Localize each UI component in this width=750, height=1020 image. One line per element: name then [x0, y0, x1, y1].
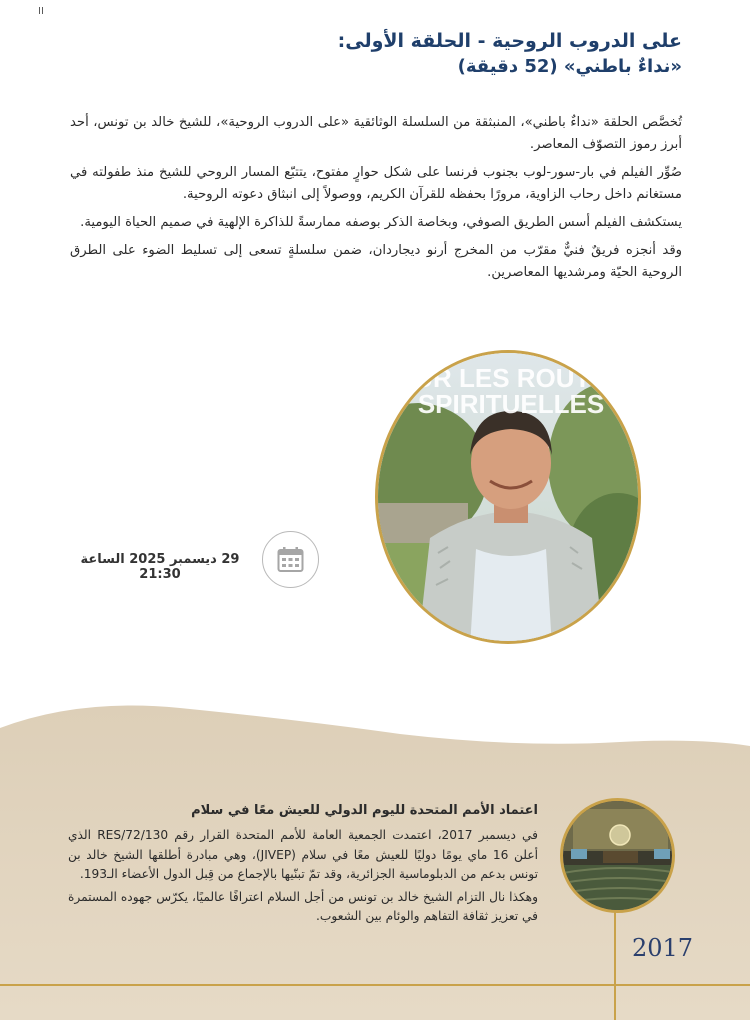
- timeline-section-title: اعتماد الأمم المتحدة لليوم الدولي للعيش معًا في سلام: [191, 803, 538, 818]
- broadcast-date-text: 29 ديسمبر 2025 الساعة 21:30: [80, 552, 240, 582]
- documentary-portrait-photo: [375, 350, 641, 644]
- timeline-vertical-line: [614, 912, 616, 1020]
- article-body: [70, 112, 682, 290]
- timeline-paragraph: في ديسمبر 2017، اعتمدت الجمعية العامة للأمم المتحدة القرار رقم RES/72/130 الذي أعلن 16 ماي يومًا دوليًا للعيش معًا في سلام (JIVEP)، وهي مبادرة أطلقها الشيخ خالد بن تونس بدعم من الدبلوماسية الجزائرية، وقد تمّ تبنّيها بالإجماع من قِبل الدول الأعضاء الـ193.: [68, 828, 539, 881]
- article-paragraph: تُخصَّص الحلقة «نداءٌ باطني»، المنبثقة من السلسلة الوثائقية «على الدروب الروحية»، للشيخ خالد بن تونس، أحد أبرز رموز التصوّف المعاصر.: [70, 115, 682, 152]
- un-assembly-photo: [560, 798, 675, 913]
- broadcast-date: [70, 530, 320, 590]
- portrait-illustration: [378, 353, 641, 644]
- calendar-icon: [262, 531, 319, 588]
- timeline-section-body: [68, 826, 538, 930]
- article-paragraph: وقد أنجزه فريقٌ فنيٌّ مقرّب من المخرج أرنو ديجاردان، ضمن سلسلةٍ تسعى إلى تسليط الضوء على الطرق الروحية الحيّة ومرشديها المعاصرين.: [70, 243, 682, 280]
- article-paragraph: صُوِّر الفيلم في بار-سور-لوب بجنوب فرنسا على شكل حوارٍ مفتوح، يتتبّع المسار الروحي للشيخ منذ طفولته في مستغانم داخل رحاب الزاوية، مرورًا بحفظه للقرآن الكريم، ووصولاً إلى انبثاق دعوته الروحية.: [70, 165, 682, 202]
- photo-overlay-line-2: SPIRITUELLES: [417, 389, 605, 419]
- photo-overlay-line-1: UR LES ROUTE: [414, 363, 608, 393]
- article-title-line-2: «نداءٌ باطني» (52 دقيقة): [457, 56, 682, 77]
- article-title-line-1: على الدروب الروحية - الحلقة الأولى:: [337, 30, 682, 52]
- article-title: [122, 28, 682, 80]
- article-paragraph: يستكشف الفيلم أسس الطريق الصوفي، وبخاصة الذكر بوصفه ممارسةً للذاكرة الإلهية في صميم الحياة اليومية.: [80, 215, 682, 230]
- timeline-year: 2017: [632, 934, 694, 962]
- page-number: II: [38, 6, 44, 17]
- timeline-horizontal-line: [0, 984, 750, 986]
- timeline-paragraph: وهكذا نال التزام الشيخ خالد بن تونس من أجل السلام اعترافًا عالميًا، يكرّس جهوده المستمرة في تعزيز ثقافة التفاهم والوئام بين الشعوب.: [68, 889, 538, 923]
